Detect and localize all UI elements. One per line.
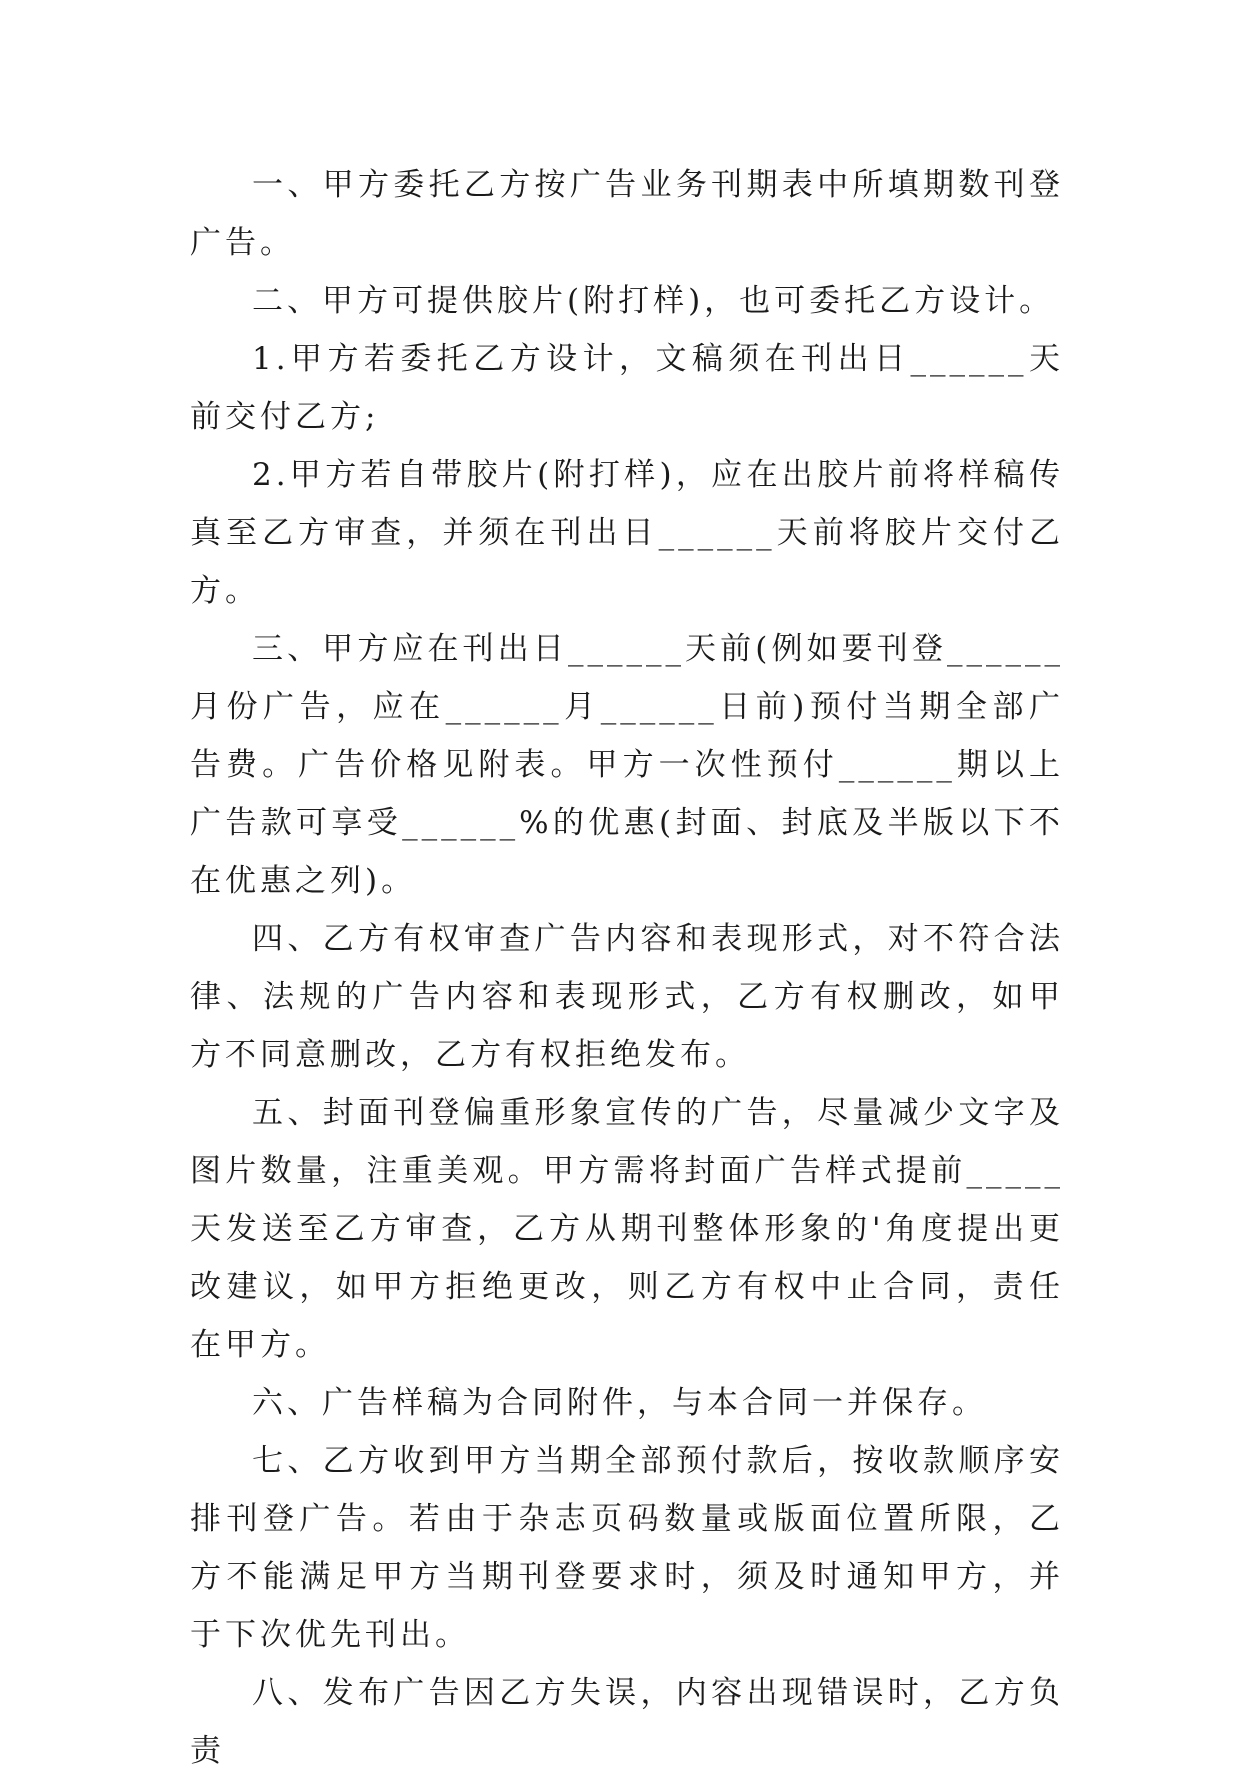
clause-4: 四、乙方有权审查广告内容和表现形式，对不符合法律、法规的广告内容和表现形式，乙方有权删改，如甲方不同意删改，乙方有权拒绝发布。 [190, 921, 1064, 1073]
clause-3: 三、甲方应在刊出日______天前(例如要刊登______月份广告，应在______月______日前)预付当期全部广告费。广告价格见附表。甲方一次性预付______期以上广告款可享受______%的优惠(封面、封底及半版以下不在优惠之列)。 [190, 631, 1064, 899]
clause-6: 六、广告样稿为合同附件，与本合同一并保存。 [252, 1385, 987, 1421]
clause-5: 五、封面刊登偏重形象宣传的广告，尽量减少文字及图片数量，注重美观。甲方需将封面广告样式提前_____天发送至乙方审查，乙方从期刊整体形象的'角度提出更改建议，如甲方拒绝更改，则乙方有权中止合同，责任在甲方。 [190, 1095, 1064, 1363]
clause-2: 二、甲方可提供胶片(附打样)，也可委托乙方设计。 [252, 283, 1055, 319]
clause-8: 八、发布广告因乙方失误，内容出现错误时，乙方负责 [190, 1675, 1064, 1769]
clause-2-item-2: 2.甲方若自带胶片(附打样)，应在出胶片前将样稿传真至乙方审查，并须在刊出日______天前将胶片交付乙方。 [190, 457, 1064, 609]
clause-2-item-1: 1.甲方若委托乙方设计，文稿须在刊出日______天前交付乙方; [190, 341, 1064, 435]
contract-body [190, 156, 1064, 1780]
clause-1: 一、甲方委托乙方按广告业务刊期表中所填期数刊登广告。 [190, 167, 1064, 261]
clause-7: 七、乙方收到甲方当期全部预付款后，按收款顺序安排刊登广告。若由于杂志页码数量或版面位置所限，乙方不能满足甲方当期刊登要求时，须及时通知甲方，并于下次优先刊出。 [190, 1443, 1064, 1653]
